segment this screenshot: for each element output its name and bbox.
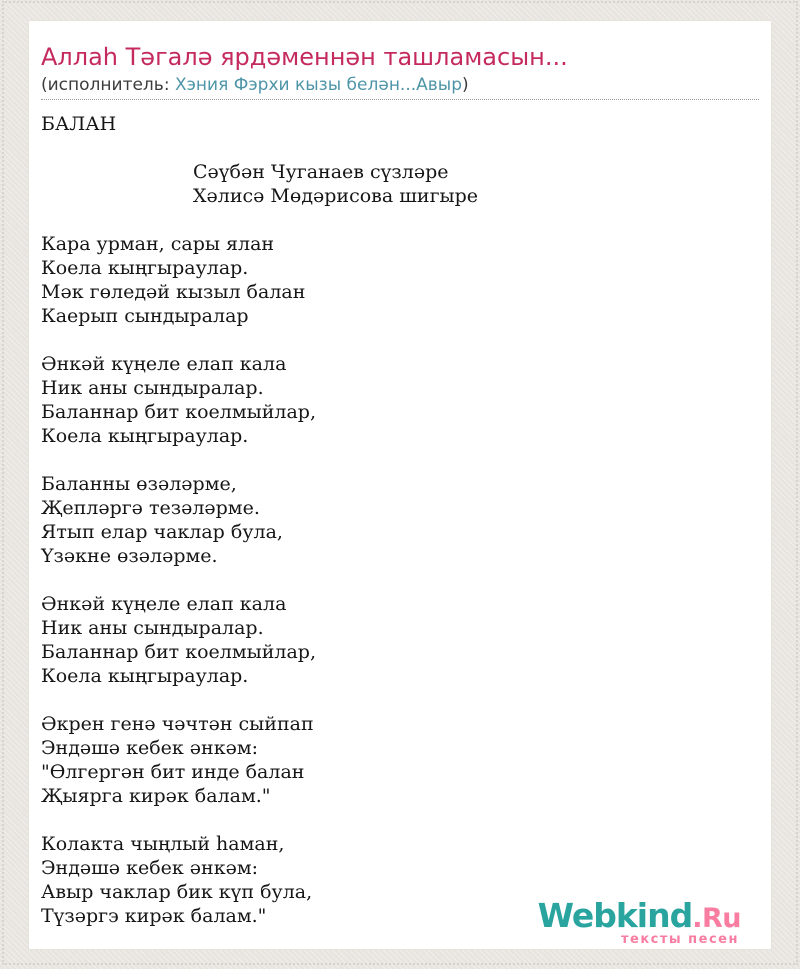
- lyric-line: Әнкәй күңеле елап кала: [41, 353, 287, 375]
- lyric-line: Коела кыңгыраулар.: [41, 665, 249, 687]
- lyric-line: Колакта чыңлый һаман,: [41, 833, 285, 855]
- stanza: [41, 592, 759, 688]
- lyric-line: Коела кыңгыраулар.: [41, 425, 249, 447]
- lyric-line: Мәк гөледәй кызыл балан: [41, 281, 306, 303]
- lyric-line: Каерып сындыралар: [41, 305, 249, 327]
- stanza-container: [41, 160, 759, 928]
- song-title: БАЛАН: [41, 113, 117, 135]
- logo-wordmark: [537, 896, 741, 935]
- stanza: [41, 352, 759, 448]
- lyric-line: Түзәргэ кирәк балам.": [41, 905, 267, 927]
- lyric-line: Баланнар бит коелмыйлар,: [41, 401, 316, 423]
- stanza: [41, 712, 759, 808]
- lyric-line: Эндәшә кебек әнкәм:: [41, 857, 259, 879]
- content-card: [28, 20, 772, 950]
- lyric-line: Ник аны сындыралар.: [41, 377, 264, 399]
- logo-main-text: Webkind: [537, 896, 693, 935]
- lyric-line: Баланны өзәләрме,: [41, 473, 237, 495]
- lyric-line: Авыр чаклар бик күп була,: [41, 881, 313, 903]
- lyrics-block: [41, 112, 759, 928]
- lyric-line: Эндәшә кебек әнкәм:: [41, 737, 259, 759]
- lyric-line: Кара урман, сары ялан: [41, 233, 275, 255]
- lyric-line: Коела кыңгыраулар.: [41, 257, 249, 279]
- lyric-line: Җепләргә тезәләрме.: [41, 497, 260, 519]
- logo-suffix-text: .Ru: [692, 903, 741, 934]
- lyric-line: Ятып елар чаклар була,: [41, 521, 283, 543]
- lyric-line: Ник аны сындыралар.: [41, 617, 264, 639]
- lyric-line: Баланнар бит коелмыйлар,: [41, 641, 316, 663]
- lyric-line: Үзәкне өзәләрме.: [41, 545, 218, 567]
- logo-tagline: тексты песен: [620, 932, 739, 947]
- performer-label: (исполнитель:: [41, 75, 175, 95]
- header-separator: [41, 99, 759, 100]
- lyric-line: Әкрен генә чәчтән сыйпап: [41, 713, 314, 735]
- lyric-line: Сәүбән Чуганаев сүзләре: [193, 161, 449, 183]
- performer-suffix: ): [462, 75, 469, 95]
- lyric-line: "Өлгергән бит инде балан: [41, 761, 305, 783]
- stanza: [41, 232, 759, 328]
- lyric-line: Хәлисә Мөдәрисова шигыре: [193, 185, 479, 207]
- page-title: Аллаһ Тәгалә ярдәменнән ташламасын...: [41, 43, 568, 71]
- stanza: [41, 472, 759, 568]
- performer-link[interactable]: Хэния Фэрхи кызы белән...Авыр: [174, 75, 463, 95]
- lyric-line: Җыярга кирәк балам.": [41, 785, 271, 807]
- lyric-line: Әнкәй күңеле елап кала: [41, 593, 287, 615]
- webkind-logo[interactable]: [537, 896, 741, 947]
- stanza: [41, 160, 759, 208]
- performer-line: [41, 75, 759, 95]
